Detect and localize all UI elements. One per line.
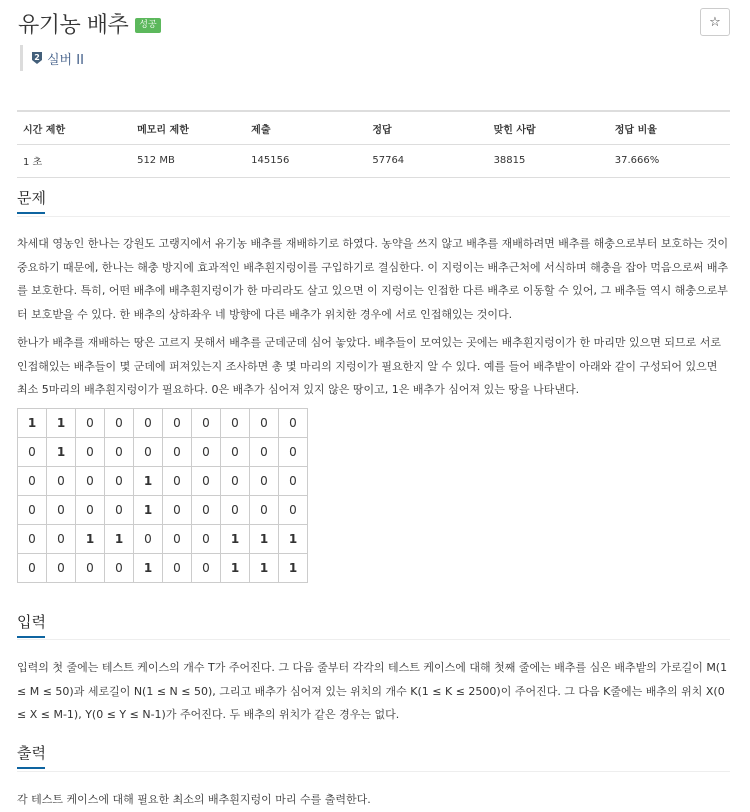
grid-cell: 0	[134, 409, 163, 438]
grid-row	[18, 467, 308, 496]
grid-cell: 0	[18, 525, 47, 554]
info-value: 1 초	[17, 145, 131, 178]
grid-cell: 0	[105, 438, 134, 467]
grid-row	[18, 438, 308, 467]
star-icon: ☆	[709, 14, 721, 30]
grid-cell: 0	[192, 409, 221, 438]
grid-cell: 1	[134, 467, 163, 496]
grid-cell: 1	[221, 554, 250, 583]
grid-cell: 0	[76, 409, 105, 438]
problem-title: 유기농 배추	[18, 13, 129, 38]
tier-label[interactable]: 실버 II	[47, 52, 84, 68]
grid-cell: 1	[250, 525, 279, 554]
grid-cell: 0	[105, 554, 134, 583]
grid-cell: 1	[47, 438, 76, 467]
output-description: 각 테스트 케이스에 대해 필요한 최소의 배추흰지렁이 마리 수를 출력한다.	[17, 793, 371, 806]
grid-cell: 0	[76, 467, 105, 496]
heading-underline	[17, 767, 45, 769]
grid-cell: 0	[279, 467, 308, 496]
grid-cell: 0	[47, 496, 76, 525]
grid-cell: 0	[250, 467, 279, 496]
grid-cell: 0	[18, 438, 47, 467]
grid-cell: 0	[163, 496, 192, 525]
grid-cell: 0	[76, 438, 105, 467]
grid-cell: 0	[192, 467, 221, 496]
grid-cell: 1	[47, 409, 76, 438]
grid-cell: 0	[163, 409, 192, 438]
info-header-row	[17, 111, 730, 145]
grid-cell: 0	[221, 467, 250, 496]
heading-underline	[17, 212, 45, 214]
grid-cell: 0	[163, 467, 192, 496]
grid-cell: 1	[221, 525, 250, 554]
grid-cell: 0	[221, 496, 250, 525]
grid-cell: 0	[192, 438, 221, 467]
grid-cell: 0	[134, 525, 163, 554]
problem-info-table	[17, 110, 730, 178]
status-badge: 성공	[135, 18, 160, 33]
heading-underline	[17, 636, 45, 638]
info-header: 맞힌 사람	[488, 111, 609, 145]
title-row	[18, 8, 161, 39]
grid-cell: 1	[279, 554, 308, 583]
info-value: 37.666%	[609, 145, 730, 178]
grid-cell: 0	[279, 409, 308, 438]
output-heading	[17, 742, 46, 763]
section-divider	[17, 771, 730, 772]
section-divider	[17, 639, 730, 640]
grid-cell: 1	[279, 525, 308, 554]
grid-cell: 0	[279, 496, 308, 525]
tier-level: 2	[34, 53, 40, 62]
bookmark-button[interactable]	[700, 8, 730, 36]
grid-cell: 0	[105, 467, 134, 496]
grid-cell: 0	[192, 525, 221, 554]
info-value[interactable]: 57764	[366, 145, 487, 178]
cabbage-field-grid	[17, 408, 308, 583]
grid-cell: 0	[163, 554, 192, 583]
grid-cell: 0	[192, 554, 221, 583]
grid-cell: 0	[192, 496, 221, 525]
grid-cell: 0	[76, 554, 105, 583]
description-paragraph-1: 차세대 영농인 한나는 강원도 고랭지에서 유기농 배추를 재배하기로 하였다. 농약을 쓰지 않고 배추를 재배하려면 배추를 해충으로부터 보호하는 것이 중요하기 때문에, 한나는 해충 방지에 효과적인 배추흰지렁이를 구입하기로 결심한다. 이 지렁이는 배추근처에 서식하며 해충을 잡아 먹음으로써 배추를 보호한다. 특히, 어떤 배추에 배추흰지렁이가 한 마리라도 살고 있으면 이 지렁이는 인접한 다른 배추로 이동할 수 있어, 그 배추들 역시 해충으로부터 보호받을 수 있다. 한 배추의 상하좌우 네 방향에 다른 배추가 위치한 경우에 서로 인접해있는 것이다.	[17, 237, 729, 321]
grid-cell: 0	[47, 467, 76, 496]
input-heading-text: 입력	[17, 613, 46, 631]
grid-cell: 0	[250, 496, 279, 525]
grid-cell: 0	[18, 554, 47, 583]
grid-cell: 1	[250, 554, 279, 583]
grid-cell: 1	[134, 496, 163, 525]
grid-row	[18, 409, 308, 438]
grid-cell: 0	[250, 438, 279, 467]
grid-cell: 0	[134, 438, 163, 467]
info-header: 정답 비율	[609, 111, 730, 145]
description-paragraph-2: 한나가 배추를 재배하는 땅은 고르지 못해서 배추를 군데군데 심어 놓았다. 배추들이 모여있는 곳에는 배추흰지렁이가 한 마리만 있으면 되므로 서로 인접해있는 배추들이 몇 군데에 퍼져있는지 조사하면 총 몇 마리의 지렁이가 필요한지 알 수 있다. 예를 들어 배추밭이 아래와 같이 구성되어 있으면 최소 5마리의 배추흰지렁이가 필요하다. 0은 배추가 심어져 있지 않은 땅이고, 1은 배추가 심어져 있는 땅을 나타낸다.	[17, 336, 721, 396]
input-description: 입력의 첫 줄에는 테스트 케이스의 개수 T가 주어진다. 그 다음 줄부터 각각의 테스트 케이스에 대해 첫째 줄에는 배추를 심은 배추밭의 가로길이 M(1 ≤ M ≤ 50)과 세로길이 N(1 ≤ N ≤ 50), 그리고 배추가 심어져 있는 위치의 개수 K(1 ≤ K ≤ 2500)이 주어진다. 그 다음 K줄에는 배추의 위치 X(0 ≤ X ≤ M-1), Y(0 ≤ Y ≤ N-1)가 주어진다. 두 배추의 위치가 같은 경우는 없다.	[17, 661, 728, 721]
info-value[interactable]: 145156	[245, 145, 366, 178]
input-heading	[17, 611, 46, 632]
grid-cell: 0	[221, 438, 250, 467]
grid-cell: 0	[163, 525, 192, 554]
info-value: 512 MB	[131, 145, 245, 178]
grid-cell: 0	[18, 496, 47, 525]
info-header: 시간 제한	[17, 111, 131, 145]
info-header: 메모리 제한	[131, 111, 245, 145]
grid-cell: 0	[221, 409, 250, 438]
grid-cell: 0	[47, 554, 76, 583]
grid-cell: 1	[105, 525, 134, 554]
description-heading-text: 문제	[17, 189, 46, 207]
section-divider	[17, 216, 730, 217]
grid-cell: 1	[18, 409, 47, 438]
grid-cell: 0	[18, 467, 47, 496]
output-heading-text: 출력	[17, 744, 46, 762]
grid-cell: 0	[250, 409, 279, 438]
info-value[interactable]: 38815	[488, 145, 609, 178]
grid-cell: 0	[163, 438, 192, 467]
grid-cell: 1	[134, 554, 163, 583]
info-value-row	[17, 145, 730, 178]
grid-row	[18, 525, 308, 554]
grid-cell: 0	[105, 496, 134, 525]
description-heading	[17, 187, 46, 208]
grid-cell: 1	[76, 525, 105, 554]
grid-row	[18, 554, 308, 583]
grid-cell: 0	[279, 438, 308, 467]
tier-info	[20, 45, 84, 71]
info-header: 제출	[245, 111, 366, 145]
info-header: 정답	[366, 111, 487, 145]
grid-row	[18, 496, 308, 525]
grid-cell: 0	[105, 409, 134, 438]
tier-badge-icon	[31, 51, 43, 65]
grid-cell: 0	[47, 525, 76, 554]
grid-cell: 0	[76, 496, 105, 525]
